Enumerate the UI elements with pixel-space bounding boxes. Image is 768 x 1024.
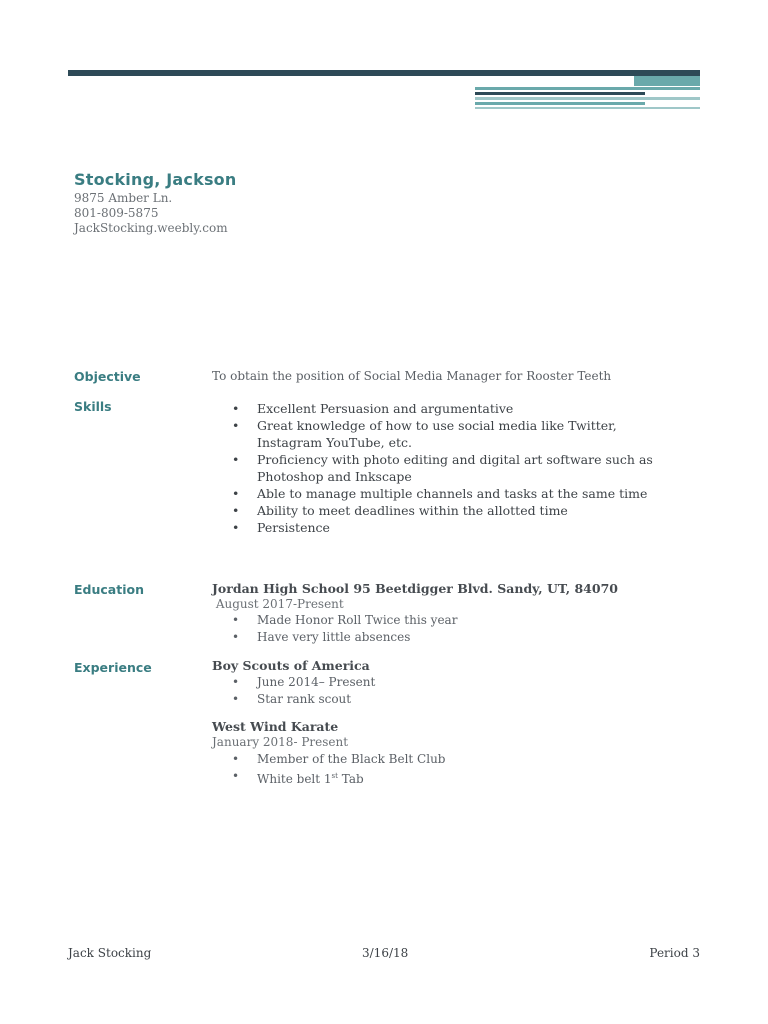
belt-text-end: Tab bbox=[337, 771, 364, 786]
footer-date: 3/16/18 bbox=[362, 946, 409, 960]
education-list bbox=[212, 612, 672, 645]
list-item: • Excellent Persuasion and argumentative bbox=[212, 400, 682, 417]
list-item: • Ability to meet deadlines within the allotted time bbox=[212, 502, 682, 519]
education-label: Education bbox=[74, 582, 144, 597]
belt-text: White belt 1 bbox=[257, 771, 332, 786]
list-item: • Star rank scout bbox=[212, 691, 672, 708]
experience-label: Experience bbox=[74, 660, 152, 675]
list-item: • Persistence bbox=[212, 519, 682, 536]
list-item: • Proficiency with photo editing and digital art software such as Photoshop and Inkscape bbox=[212, 451, 682, 485]
job-title: Boy Scouts of America bbox=[212, 658, 370, 673]
list-item: • June 2014– Present bbox=[212, 674, 672, 691]
list-item: • Great knowledge of how to use social media like Twitter, Instagram YouTube, etc. bbox=[212, 417, 682, 451]
education-dates: August 2017-Present bbox=[212, 597, 344, 611]
list-item bbox=[212, 768, 672, 788]
school-name: Jordan High School 95 Beetdigger Blvd. Sandy, UT, 84070 bbox=[212, 581, 618, 596]
skills-list bbox=[212, 400, 682, 536]
job-dates: January 2018- Present bbox=[212, 735, 349, 749]
skills-label: Skills bbox=[74, 399, 112, 414]
header-stripe bbox=[475, 97, 700, 100]
objective-text: To obtain the position of Social Media Manager for Rooster Teeth bbox=[212, 369, 612, 383]
list-item: • Able to manage multiple channels and tasks at the same time bbox=[212, 485, 682, 502]
address: 9875 Amber Ln. bbox=[74, 191, 173, 205]
header-stripe bbox=[475, 92, 645, 95]
footer-period: Period 3 bbox=[649, 946, 700, 960]
website: JackStocking.weebly.com bbox=[74, 221, 228, 235]
header-rule bbox=[68, 70, 700, 76]
job-details-list bbox=[212, 751, 672, 787]
header-accent-block bbox=[634, 76, 700, 86]
footer-author: Jack Stocking bbox=[68, 946, 152, 960]
phone: 801-809-5875 bbox=[74, 206, 159, 220]
objective-label: Objective bbox=[74, 369, 141, 384]
list-item: • Member of the Black Belt Club bbox=[212, 751, 672, 768]
job-details-list bbox=[212, 674, 672, 707]
header-stripe bbox=[475, 87, 700, 90]
belt-ordinal: st bbox=[331, 771, 338, 780]
header-stripe bbox=[475, 102, 645, 105]
resume-name: Stocking, Jackson bbox=[74, 170, 237, 189]
list-item: • Made Honor Roll Twice this year bbox=[212, 612, 672, 629]
header-stripe bbox=[475, 107, 700, 109]
job-title: West Wind Karate bbox=[212, 719, 339, 734]
list-item: • Have very little absences bbox=[212, 629, 672, 646]
